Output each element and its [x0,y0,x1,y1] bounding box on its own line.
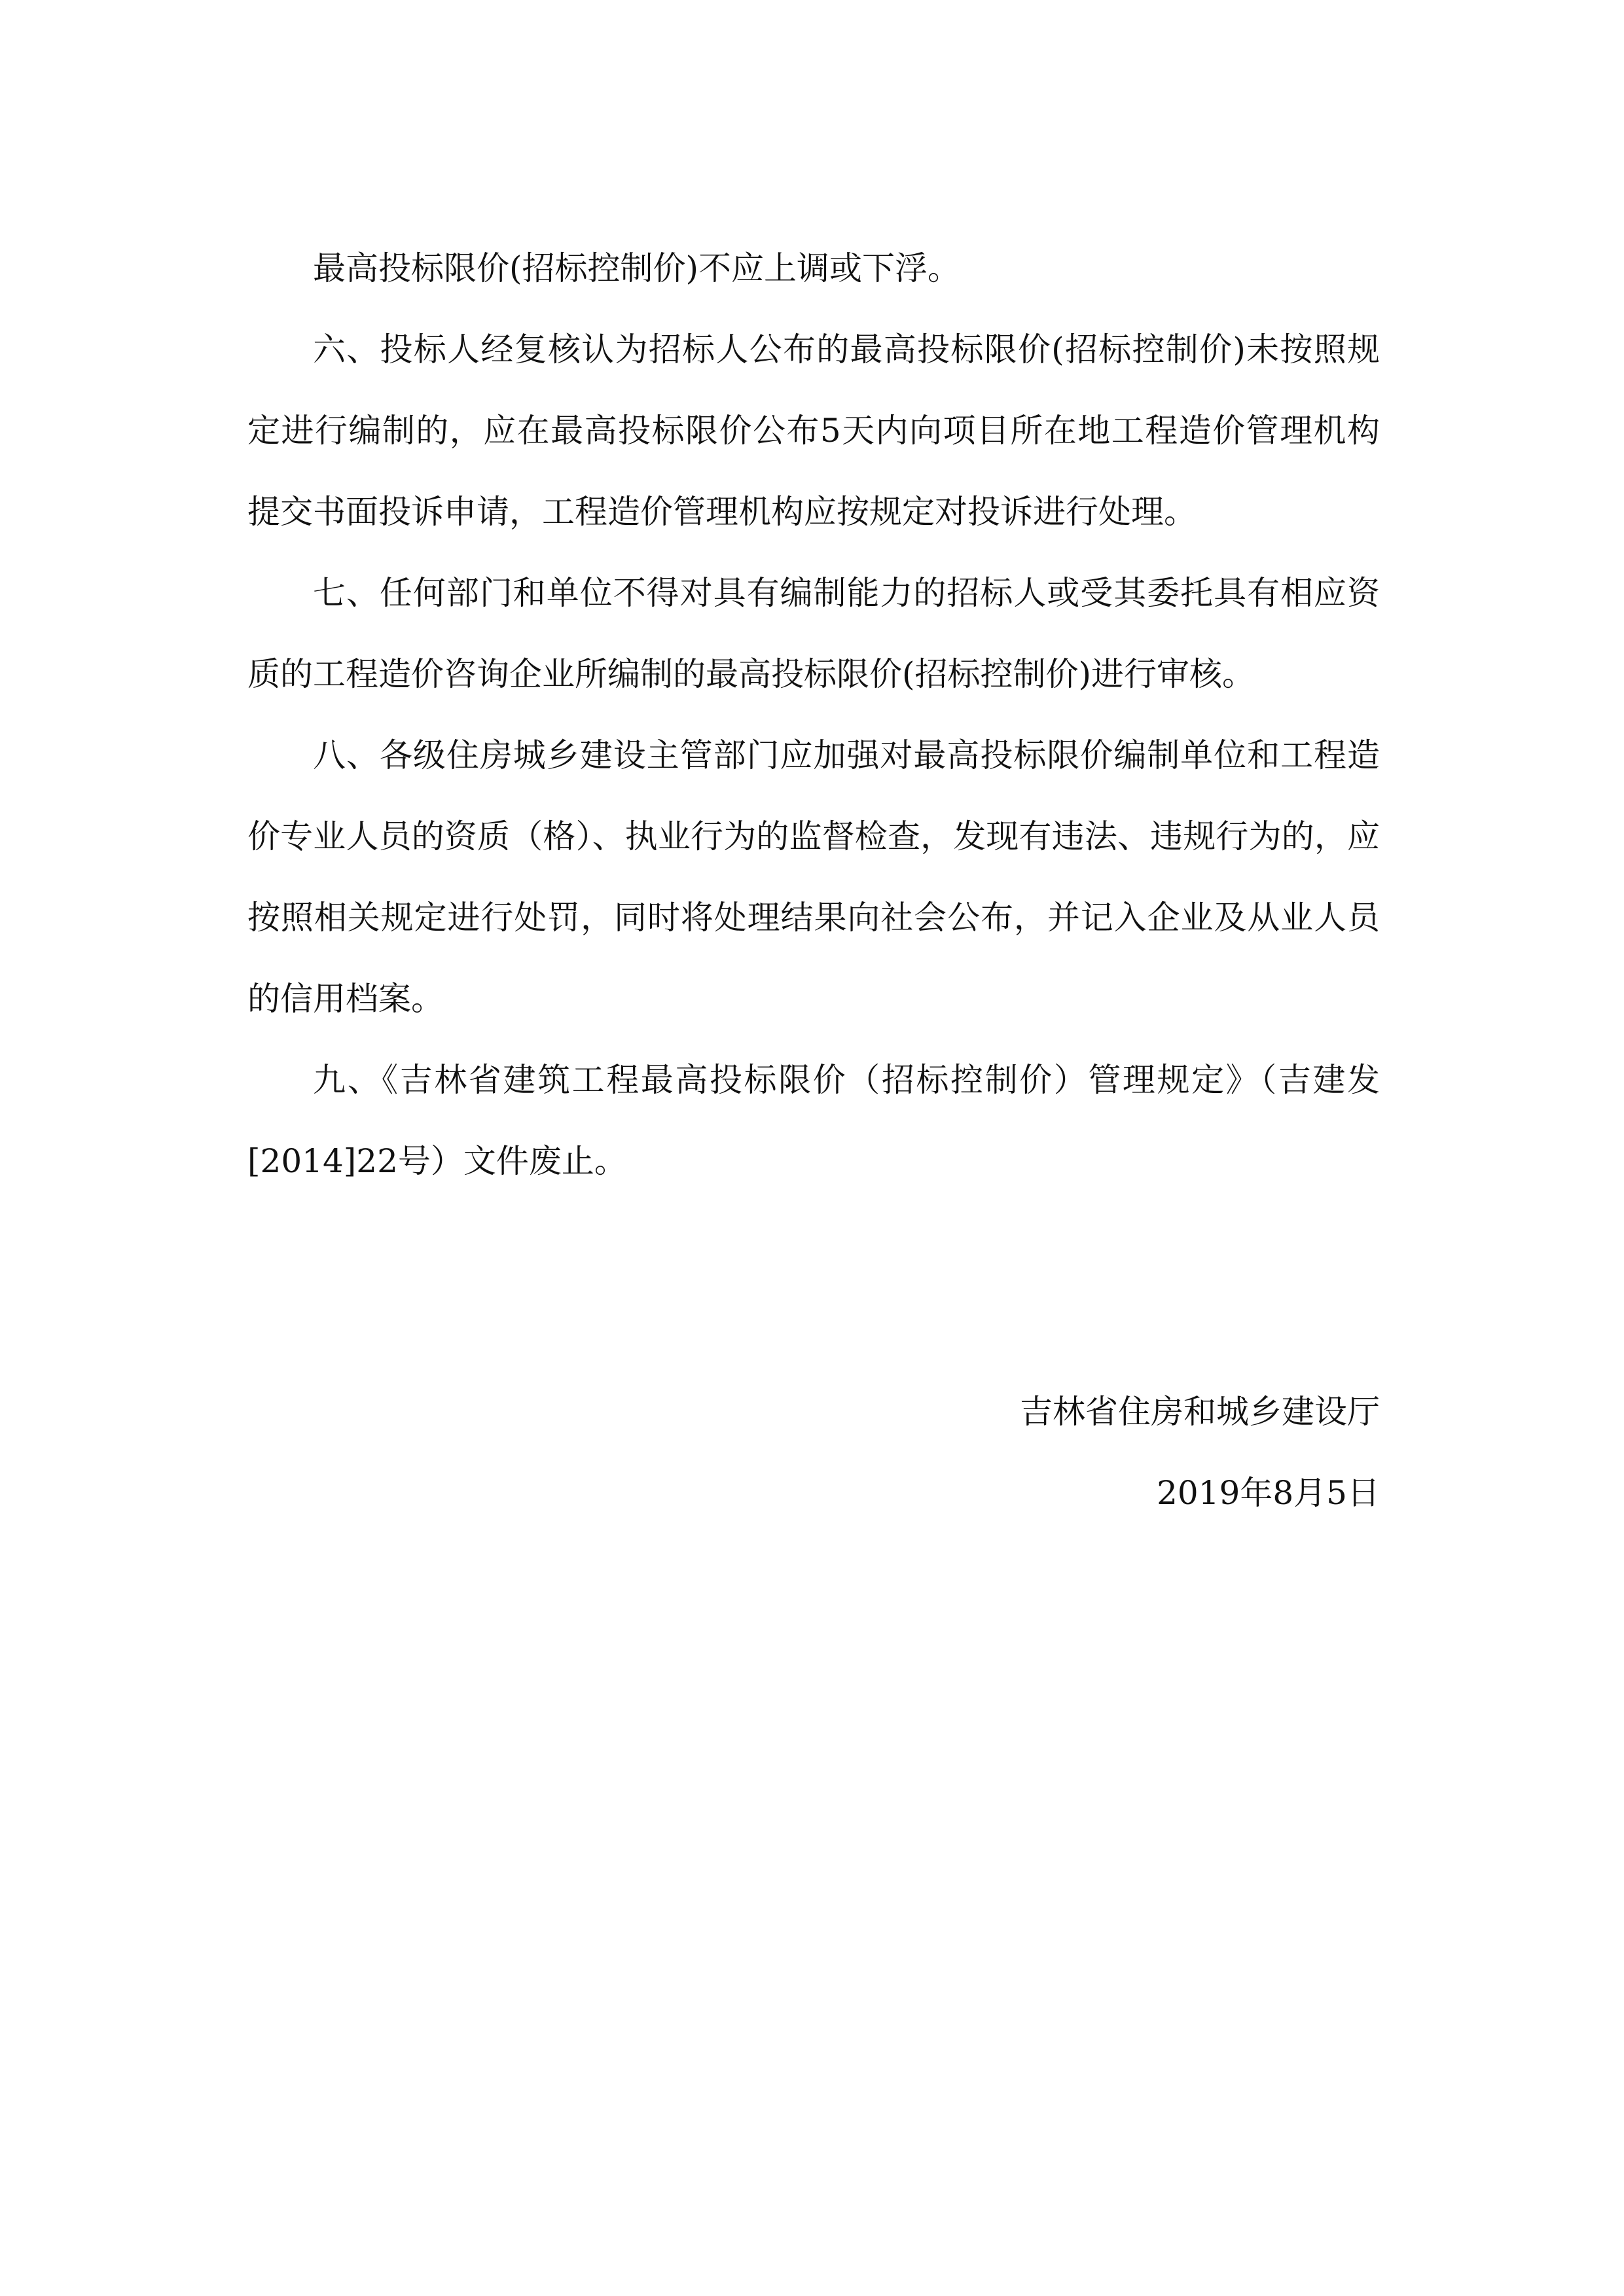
issue-date: 2019年8月5日 [1157,1474,1380,1512]
paragraph-continuation: 最高投标限价(招标控制价)不应上调或下浮。 [313,249,961,287]
paragraph-item-9: 九、《吉林省建筑工程最高投标限价（招标控制价）管理规定》（吉建发[2014]22号）文件废止。 [247,1061,1380,1180]
document-body [247,228,1380,1202]
signature-block [1020,1371,1380,1534]
paragraph-item-8: 八、各级住房城乡建设主管部门应加强对最高投标限价编制单位和工程造价专业人员的资质（格）、执业行为的监督检查，发现有违法、违规行为的，应按照相关规定进行处罚，同时将处理结果向社会公布，并记入企业及从业人员的信用档案。 [247,736,1380,1018]
issuing-organization: 吉林省住房和城乡建设厅 [1020,1393,1380,1431]
paragraph-item-7: 七、任何部门和单位不得对具有编制能力的招标人或受其委托具有相应资质的工程造价咨询企业所编制的最高投标限价(招标控制价)进行审核。 [247,574,1380,693]
paragraph-item-6: 六、投标人经复核认为招标人公布的最高投标限价(招标控制价)未按照规定进行编制的，应在最高投标限价公布5天内向项目所在地工程造价管理机构提交书面投诉申请，工程造价管理机构应按规定对投诉进行处理。 [247,331,1380,531]
